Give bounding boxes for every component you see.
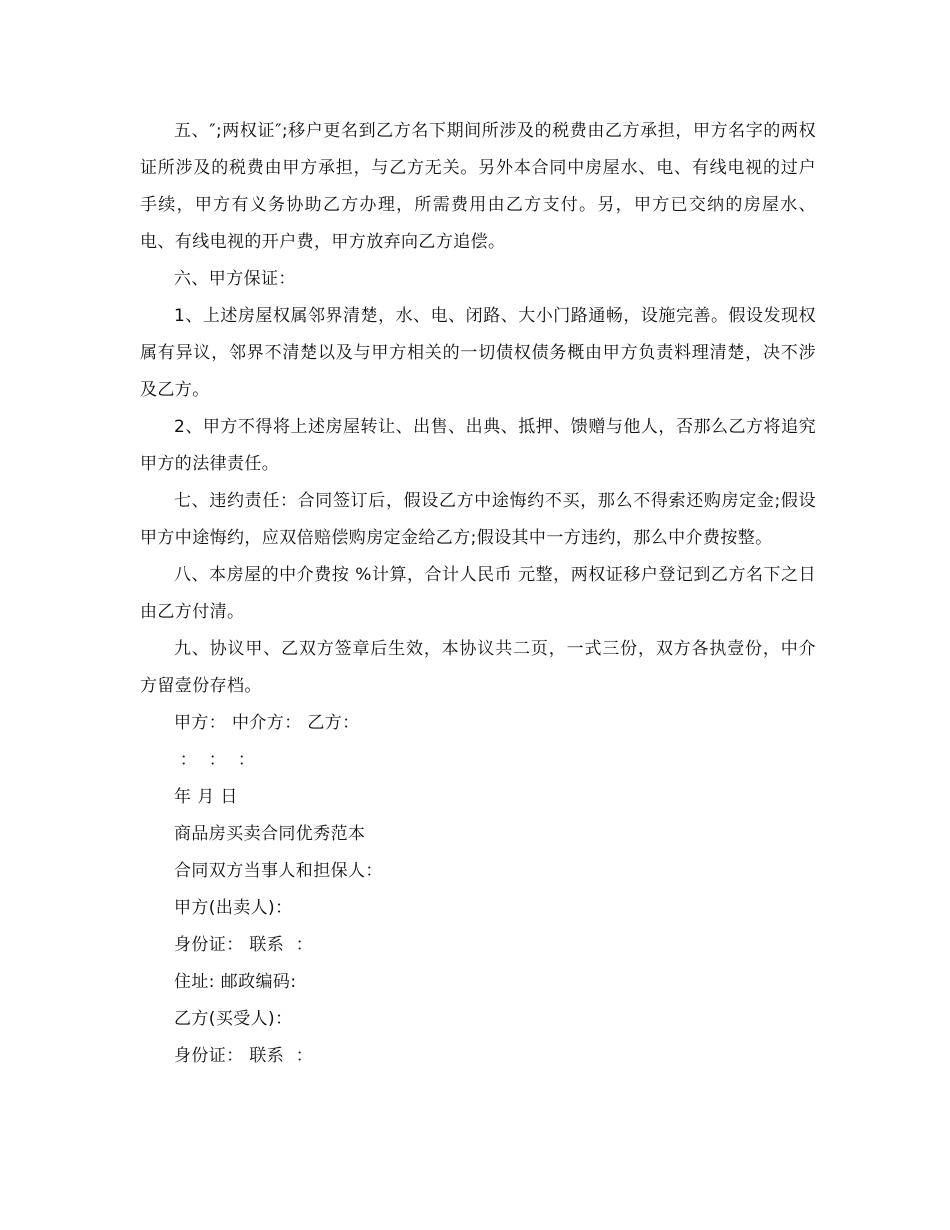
party-b-id-contact: 身份证： 联系 ：	[174, 1046, 314, 1066]
document-body	[140, 113, 816, 1075]
signature-date: 年 月 日	[174, 787, 238, 807]
clause-6-item-1: 1、上述房屋权属邻界清楚，水、电、闭路、大小门路通畅，设施完善。假设发现权属有异议，邻界不清楚以及与甲方相关的一切债权债务概由甲方负责料理清楚，决不涉及乙方。	[140, 306, 816, 400]
signature-parties: 甲方： 中介方： 乙方：	[174, 713, 360, 733]
clause-5-taxes: 五、″;两权证″;移户更名到乙方名下期间所涉及的税费由乙方承担，甲方名字的两权证所涉及的税费由甲方承担，与乙方无关。另外本合同中房屋水、电、有线电视的过户手续，甲方有义务协助乙方办理，所需费用由乙方支付。另，甲方已交纳的房屋水、电、有线电视的开户费，甲方放弃向乙方追偿。	[140, 121, 816, 252]
signature-colons: ： ： ：	[174, 750, 256, 770]
party-b-buyer: 乙方(买受人)：	[174, 1009, 293, 1029]
clause-6-heading: 六、甲方保证：	[174, 269, 296, 289]
party-a-id-contact: 身份证： 联系 ：	[174, 935, 314, 955]
contract-title: 商品房买卖合同优秀范本	[174, 824, 366, 844]
clause-9-effect: 九、协议甲、乙双方签章后生效，本协议共二页，一式三份，双方各执壹份，中介方留壹份存档。	[140, 639, 816, 696]
clause-6-item-2: 2、甲方不得将上述房屋转让、出售、出典、抵押、馈赠与他人，否那么乙方将追究甲方的法律责任。	[140, 417, 816, 474]
clause-7-breach: 七、违约责任：合同签订后，假设乙方中途悔约不买，那么不得索还购房定金;假设甲方中途悔约，应双倍赔偿购房定金给乙方;假设其中一方违约，那么中介费按整。	[140, 491, 816, 548]
party-a-address-postcode: 住址: 邮政编码:	[174, 972, 297, 992]
party-a-seller: 甲方(出卖人)：	[174, 898, 293, 918]
parties-heading: 合同双方当事人和担保人：	[174, 861, 383, 881]
clause-8-fee: 八、本房屋的中介费按 %计算，合计人民币 元整，两权证移户登记到乙方名下之日由乙方付清。	[140, 565, 816, 622]
